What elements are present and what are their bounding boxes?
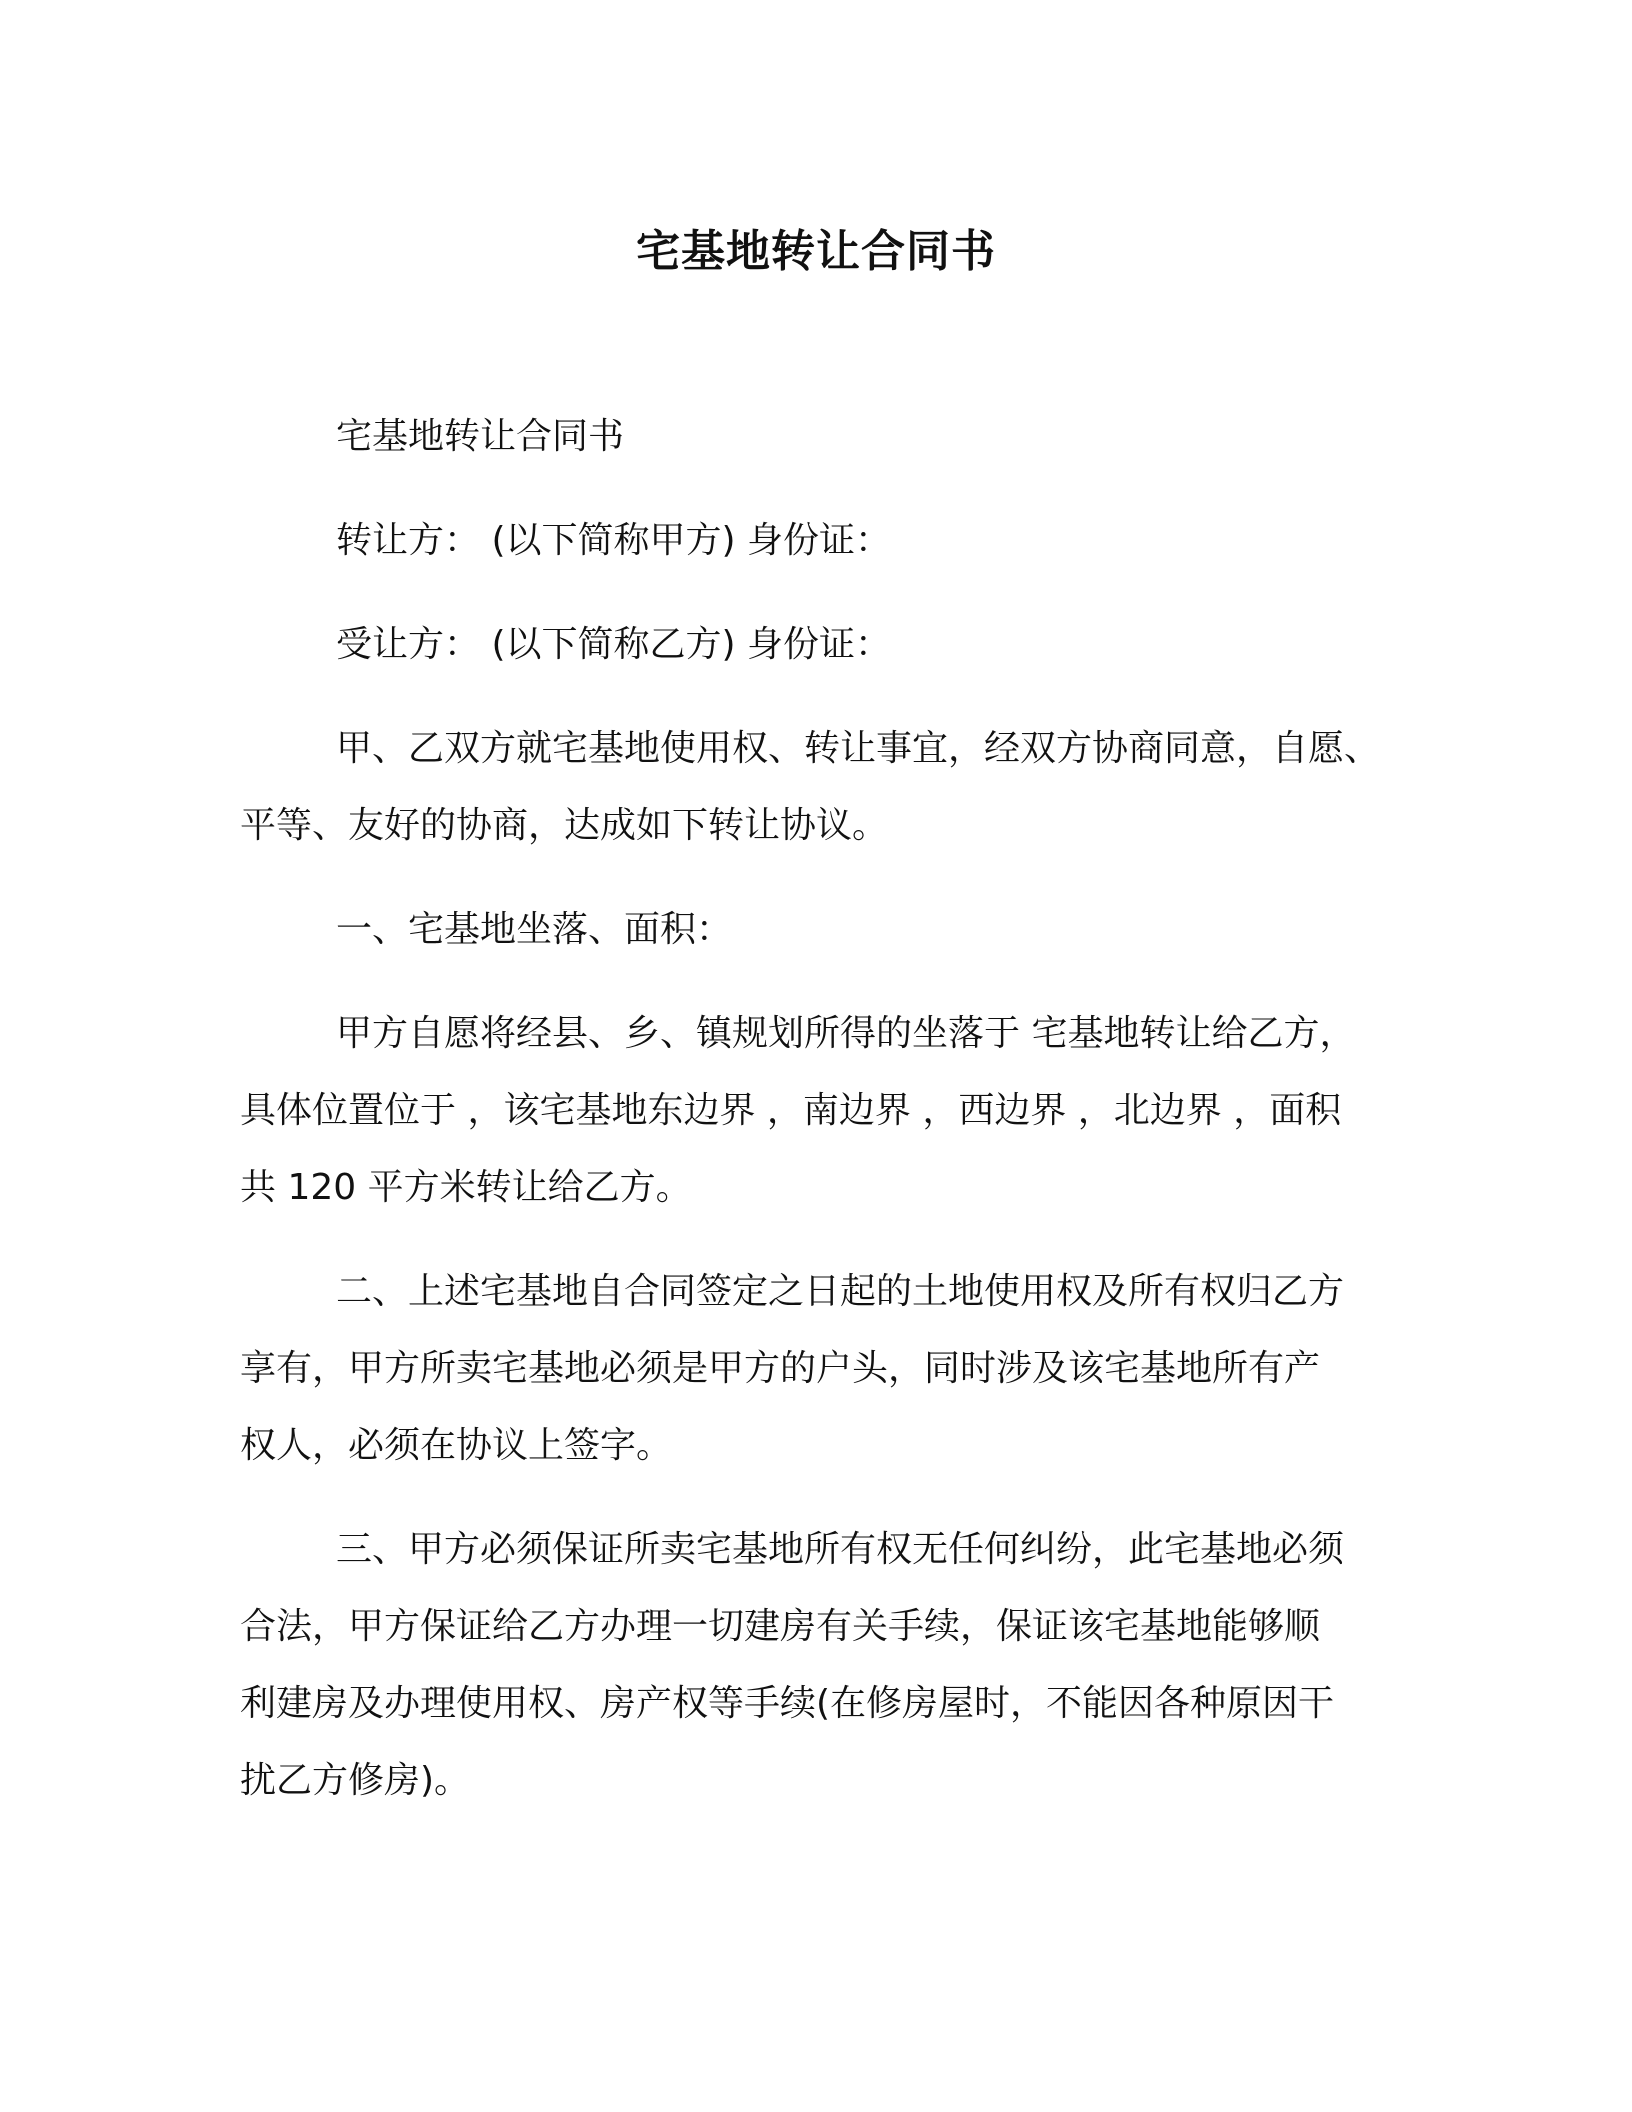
paragraph-line: 平等、友好的协商，达成如下转让协议。 xyxy=(240,805,889,846)
paragraph-line: 具体位置位于 ，该宅基地东边界 ，南边界 ，西边界 ，北边界 ，面积 xyxy=(240,1090,1342,1131)
paragraph-line: 甲方自愿将经县、乡、镇规划所得的坐落于 宅基地转让给乙方， xyxy=(336,1013,1356,1054)
paragraph-line: 享有，甲方所卖宅基地必须是甲方的户头，同时涉及该宅基地所有产 xyxy=(240,1348,1321,1389)
section-heading-location xyxy=(240,891,1400,968)
paragraph-line: 扰乙方修房)。 xyxy=(240,1760,471,1801)
paragraph-line: 合法，甲方保证给乙方办理一切建房有关手续，保证该宅基地能够顺 xyxy=(240,1606,1321,1647)
paragraph-agreement-intro xyxy=(240,710,1400,864)
paragraph-line: 二、上述宅基地自合同签定之日起的土地使用权及所有权归乙方 xyxy=(336,1271,1345,1312)
paragraph-line: 受让方： (以下简称乙方) 身份证： xyxy=(336,624,891,665)
paragraph-transferor xyxy=(240,502,1400,579)
document-body xyxy=(240,398,1400,1846)
paragraph-transferee xyxy=(240,606,1400,683)
paragraph-line: 三、甲方必须保证所卖宅基地所有权无任何纠纷，此宅基地必须 xyxy=(336,1529,1345,1570)
paragraph-line: 一、宅基地坐落、面积： xyxy=(336,909,733,950)
paragraph-location-detail xyxy=(240,995,1400,1226)
paragraph-subtitle xyxy=(240,398,1400,475)
paragraph-line: 宅基地转让合同书 xyxy=(336,416,625,457)
paragraph-line: 甲、乙双方就宅基地使用权、转让事宜，经双方协商同意，自愿、 xyxy=(336,728,1381,769)
paragraph-line: 转让方： (以下简称甲方) 身份证： xyxy=(336,520,891,561)
paragraph-clause-two xyxy=(240,1253,1400,1484)
paragraph-line: 利建房及办理使用权、房产权等手续(在修房屋时，不能因各种原因干 xyxy=(240,1683,1335,1724)
paragraph-line: 权人，必须在协议上签字。 xyxy=(240,1425,673,1466)
document-title: 宅基地转让合同书 xyxy=(636,226,996,277)
paragraph-clause-three xyxy=(240,1511,1400,1819)
paragraph-line: 共 120 平方米转让给乙方。 xyxy=(240,1167,692,1208)
